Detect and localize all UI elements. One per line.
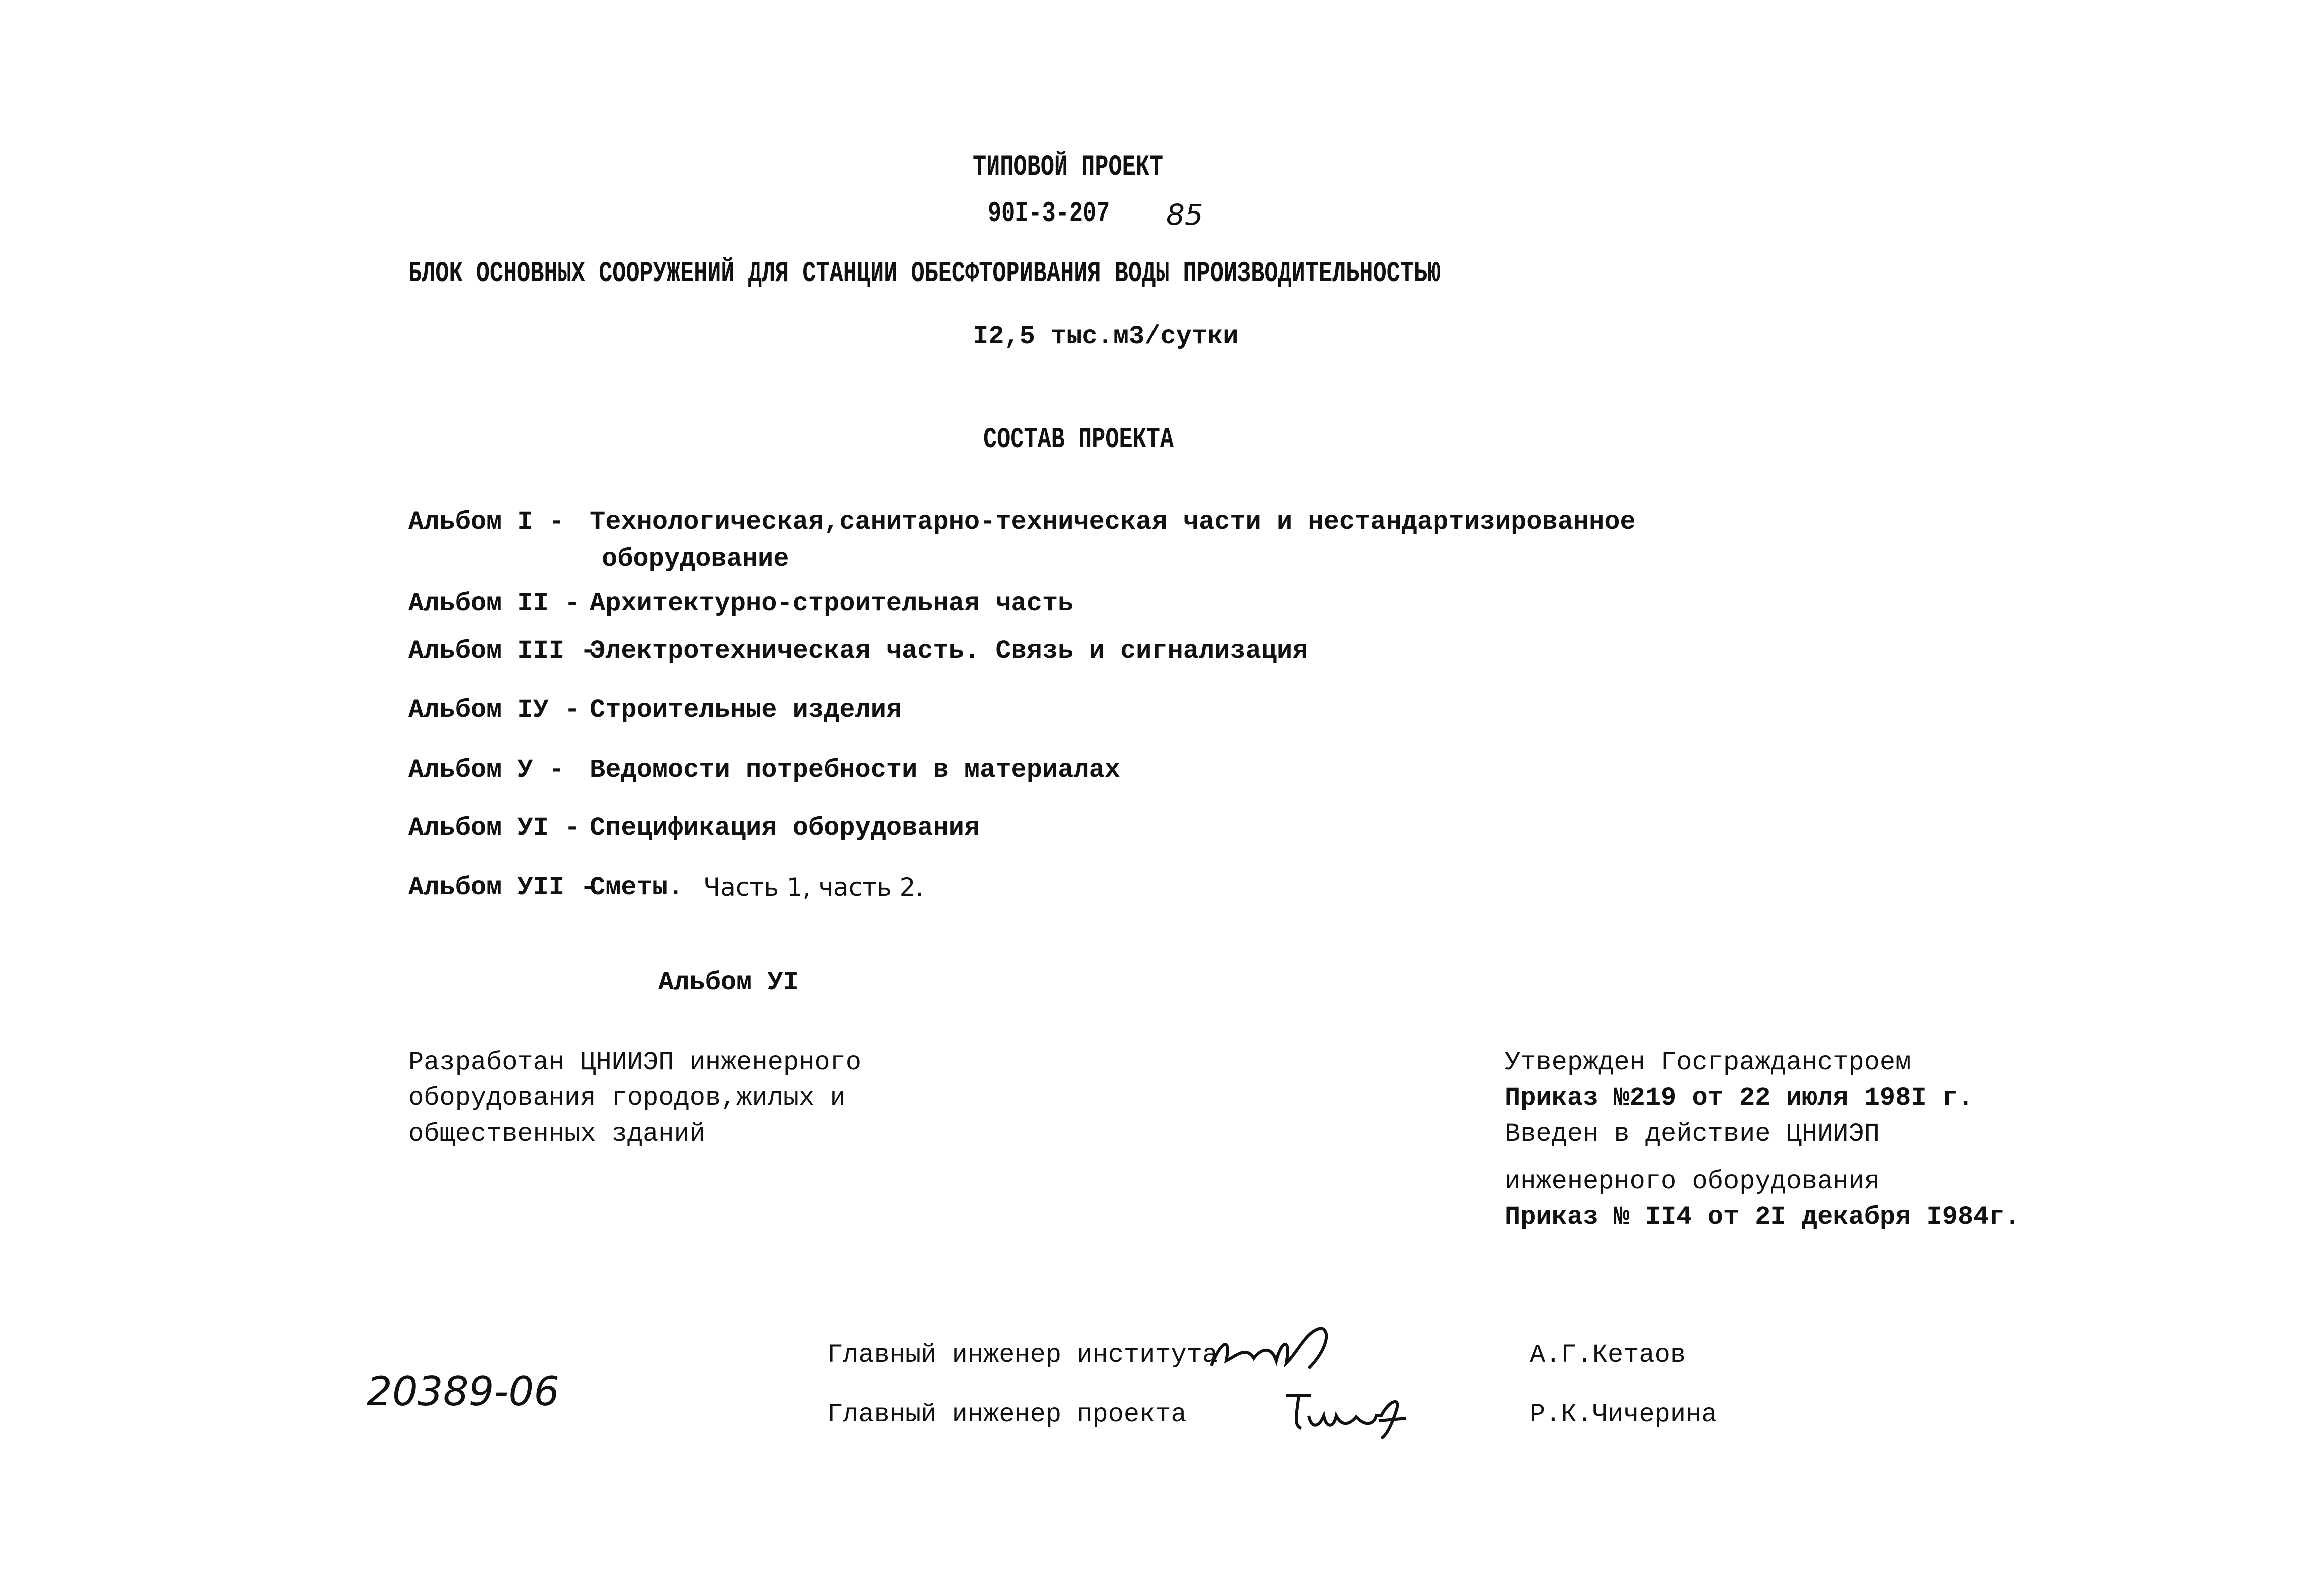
document-type: ТИПОВОЙ ПРОЕКТ: [973, 151, 1164, 184]
approval-line: Приказ №219 от 22 июля 198I г.: [1505, 1083, 1974, 1113]
signature-role: Главный инженер института: [827, 1340, 1218, 1370]
signatory-name: Р.К.Чичерина: [1530, 1400, 1717, 1429]
approval-line: Введен в действие ЦНИИЭП: [1505, 1119, 1880, 1149]
album-label: Альбом УI -: [408, 813, 581, 843]
album-title: Архитектурно-строительная часть: [590, 589, 1074, 618]
album-label: Альбом III -: [408, 636, 596, 666]
approval-line: Утвержден Госгражданстроем: [1505, 1048, 1911, 1077]
signatory-name: А.Г.Кетаов: [1530, 1340, 1686, 1370]
album-label: Альбом IУ -: [408, 695, 581, 725]
album-title: Сметы.: [590, 873, 684, 902]
inventory-number: 20389-06: [367, 1368, 560, 1415]
project-title: БЛОК ОСНОВНЫХ СООРУЖЕНИЙ ДЛЯ СТАНЦИИ ОБЕСФТОРИВАНИЯ ВОДЫ ПРОИЗВОДИТЕЛЬНОСТЬЮ: [408, 258, 1441, 290]
album-title: Строительные изделия: [590, 695, 902, 725]
handwritten-signature: [1206, 1321, 1341, 1381]
developer-line: оборудования городов,жилых и: [408, 1083, 846, 1113]
signature-role: Главный инженер проекта: [827, 1400, 1187, 1429]
album-title: Технологическая,санитарно-техническая части и нестандартизированное: [590, 507, 1636, 537]
album-title-continued: оборудование: [602, 544, 789, 574]
current-album: Альбом УI: [658, 968, 799, 997]
album-label: Альбом II -: [408, 589, 581, 618]
approval-line: инженерного оборудования: [1505, 1167, 1880, 1196]
developer-line: общественных зданий: [408, 1119, 705, 1149]
album-label: Альбом I -: [408, 507, 565, 537]
approval-line: Приказ № II4 от 2I декабря I984г.: [1505, 1202, 2020, 1232]
album-title: Электротехническая часть. Связь и сигнализация: [590, 636, 1308, 666]
project-capacity: I2,5 тыс.м3/сутки: [973, 322, 1239, 351]
contents-heading: СОСТАВ ПРОЕКТА: [983, 424, 1174, 456]
album-title: Спецификация оборудования: [590, 813, 980, 843]
project-number-handwritten: 85: [1166, 198, 1203, 232]
developer-line: Разработан ЦНИИЭП инженерного: [408, 1048, 861, 1077]
album-handwritten-note: Часть 1, часть 2.: [703, 873, 924, 902]
album-title: Ведомости потребности в материалах: [590, 755, 1120, 785]
album-label: Альбом УII -: [408, 873, 596, 902]
album-label: Альбом У -: [408, 755, 565, 785]
handwritten-signature: [1281, 1386, 1416, 1441]
project-number: 90I-3-207: [988, 198, 1110, 230]
